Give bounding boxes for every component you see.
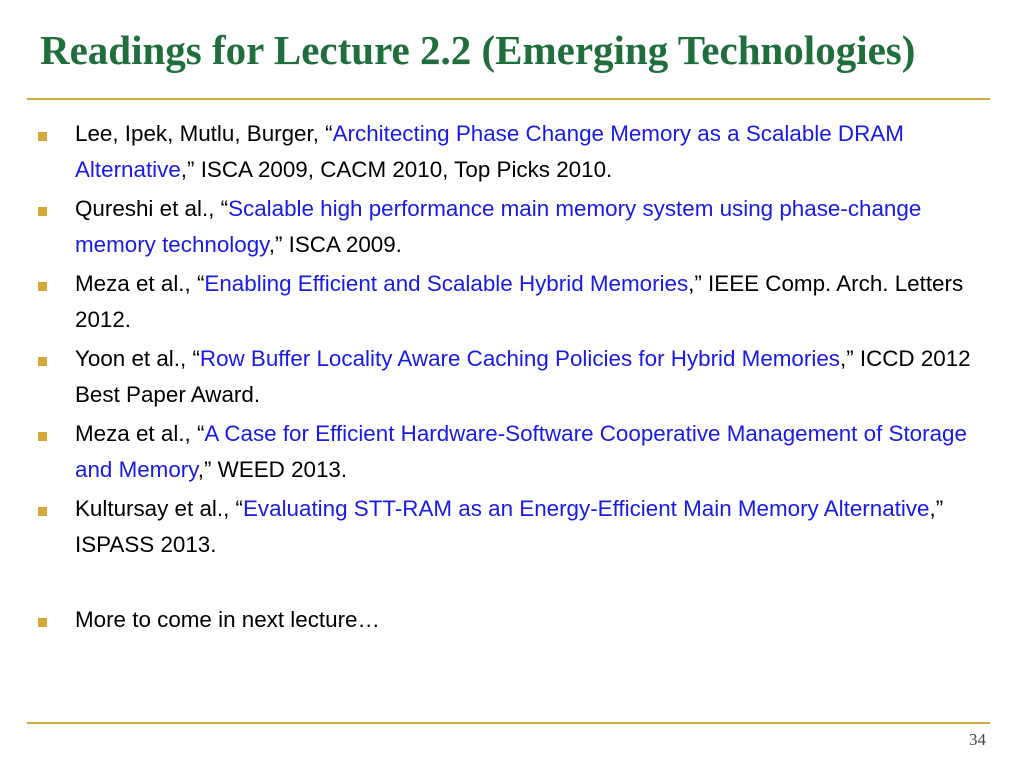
reading-item xyxy=(36,416,976,488)
reading-paper-link[interactable]: Evaluating STT-RAM as an Energy-Efficient Main Memory Alternative xyxy=(243,496,930,521)
title-divider xyxy=(27,98,990,100)
reading-list xyxy=(36,116,976,641)
reading-authors: Lee, Ipek, Mutlu, Burger, “ xyxy=(75,121,333,146)
reading-authors: Yoon et al., “ xyxy=(75,346,200,371)
page-number: 34 xyxy=(969,730,986,749)
reading-venue: ,” ISCA 2009, CACM 2010, Top Picks 2010. xyxy=(180,157,613,182)
reading-venue: ,” WEED 2013. xyxy=(197,457,348,482)
reading-venue: ,” ICCD 2012 Best Paper Award. xyxy=(75,346,971,407)
reading-authors: Qureshi et al., “ xyxy=(75,196,229,221)
square-bullet-icon xyxy=(38,432,47,441)
reading-paper-link[interactable]: Architecting Phase Change Memory as a Scalable DRAM Alternative xyxy=(75,121,904,182)
reading-paper-link[interactable]: Scalable high performance main memory system using phase-change memory technology xyxy=(75,196,922,257)
reading-item xyxy=(36,491,976,563)
reading-item xyxy=(36,116,976,188)
reading-paper-link[interactable]: Row Buffer Locality Aware Caching Policies for Hybrid Memories xyxy=(199,346,840,371)
reading-venue: ,” IEEE Comp. Arch. Letters 2012. xyxy=(75,271,964,332)
reading-venue: ,” ISPASS 2013. xyxy=(75,496,944,557)
reading-authors: Meza et al., “ xyxy=(75,271,205,296)
closing-item xyxy=(36,602,976,638)
closing-text: More to come in next lecture… xyxy=(75,607,380,632)
reading-paper-link[interactable]: A Case for Efficient Hardware-Software Cooperative Management of Storage and Memory xyxy=(75,421,967,482)
reading-authors: Kultursay et al., “ xyxy=(75,496,243,521)
reading-item xyxy=(36,266,976,338)
slide-title: Readings for Lecture 2.2 (Emerging Technologies) xyxy=(40,27,916,73)
reading-item xyxy=(36,191,976,263)
square-bullet-icon xyxy=(38,357,47,366)
reading-authors: Meza et al., “ xyxy=(75,421,205,446)
reading-paper-link[interactable]: Enabling Efficient and Scalable Hybrid Memories xyxy=(204,271,689,296)
square-bullet-icon xyxy=(38,507,47,516)
square-bullet-icon xyxy=(38,132,47,141)
square-bullet-icon xyxy=(38,207,47,216)
reading-venue: ,” ISCA 2009. xyxy=(268,232,402,257)
footer-divider xyxy=(27,722,990,724)
square-bullet-icon xyxy=(38,618,47,627)
square-bullet-icon xyxy=(38,282,47,291)
reading-item xyxy=(36,341,976,413)
